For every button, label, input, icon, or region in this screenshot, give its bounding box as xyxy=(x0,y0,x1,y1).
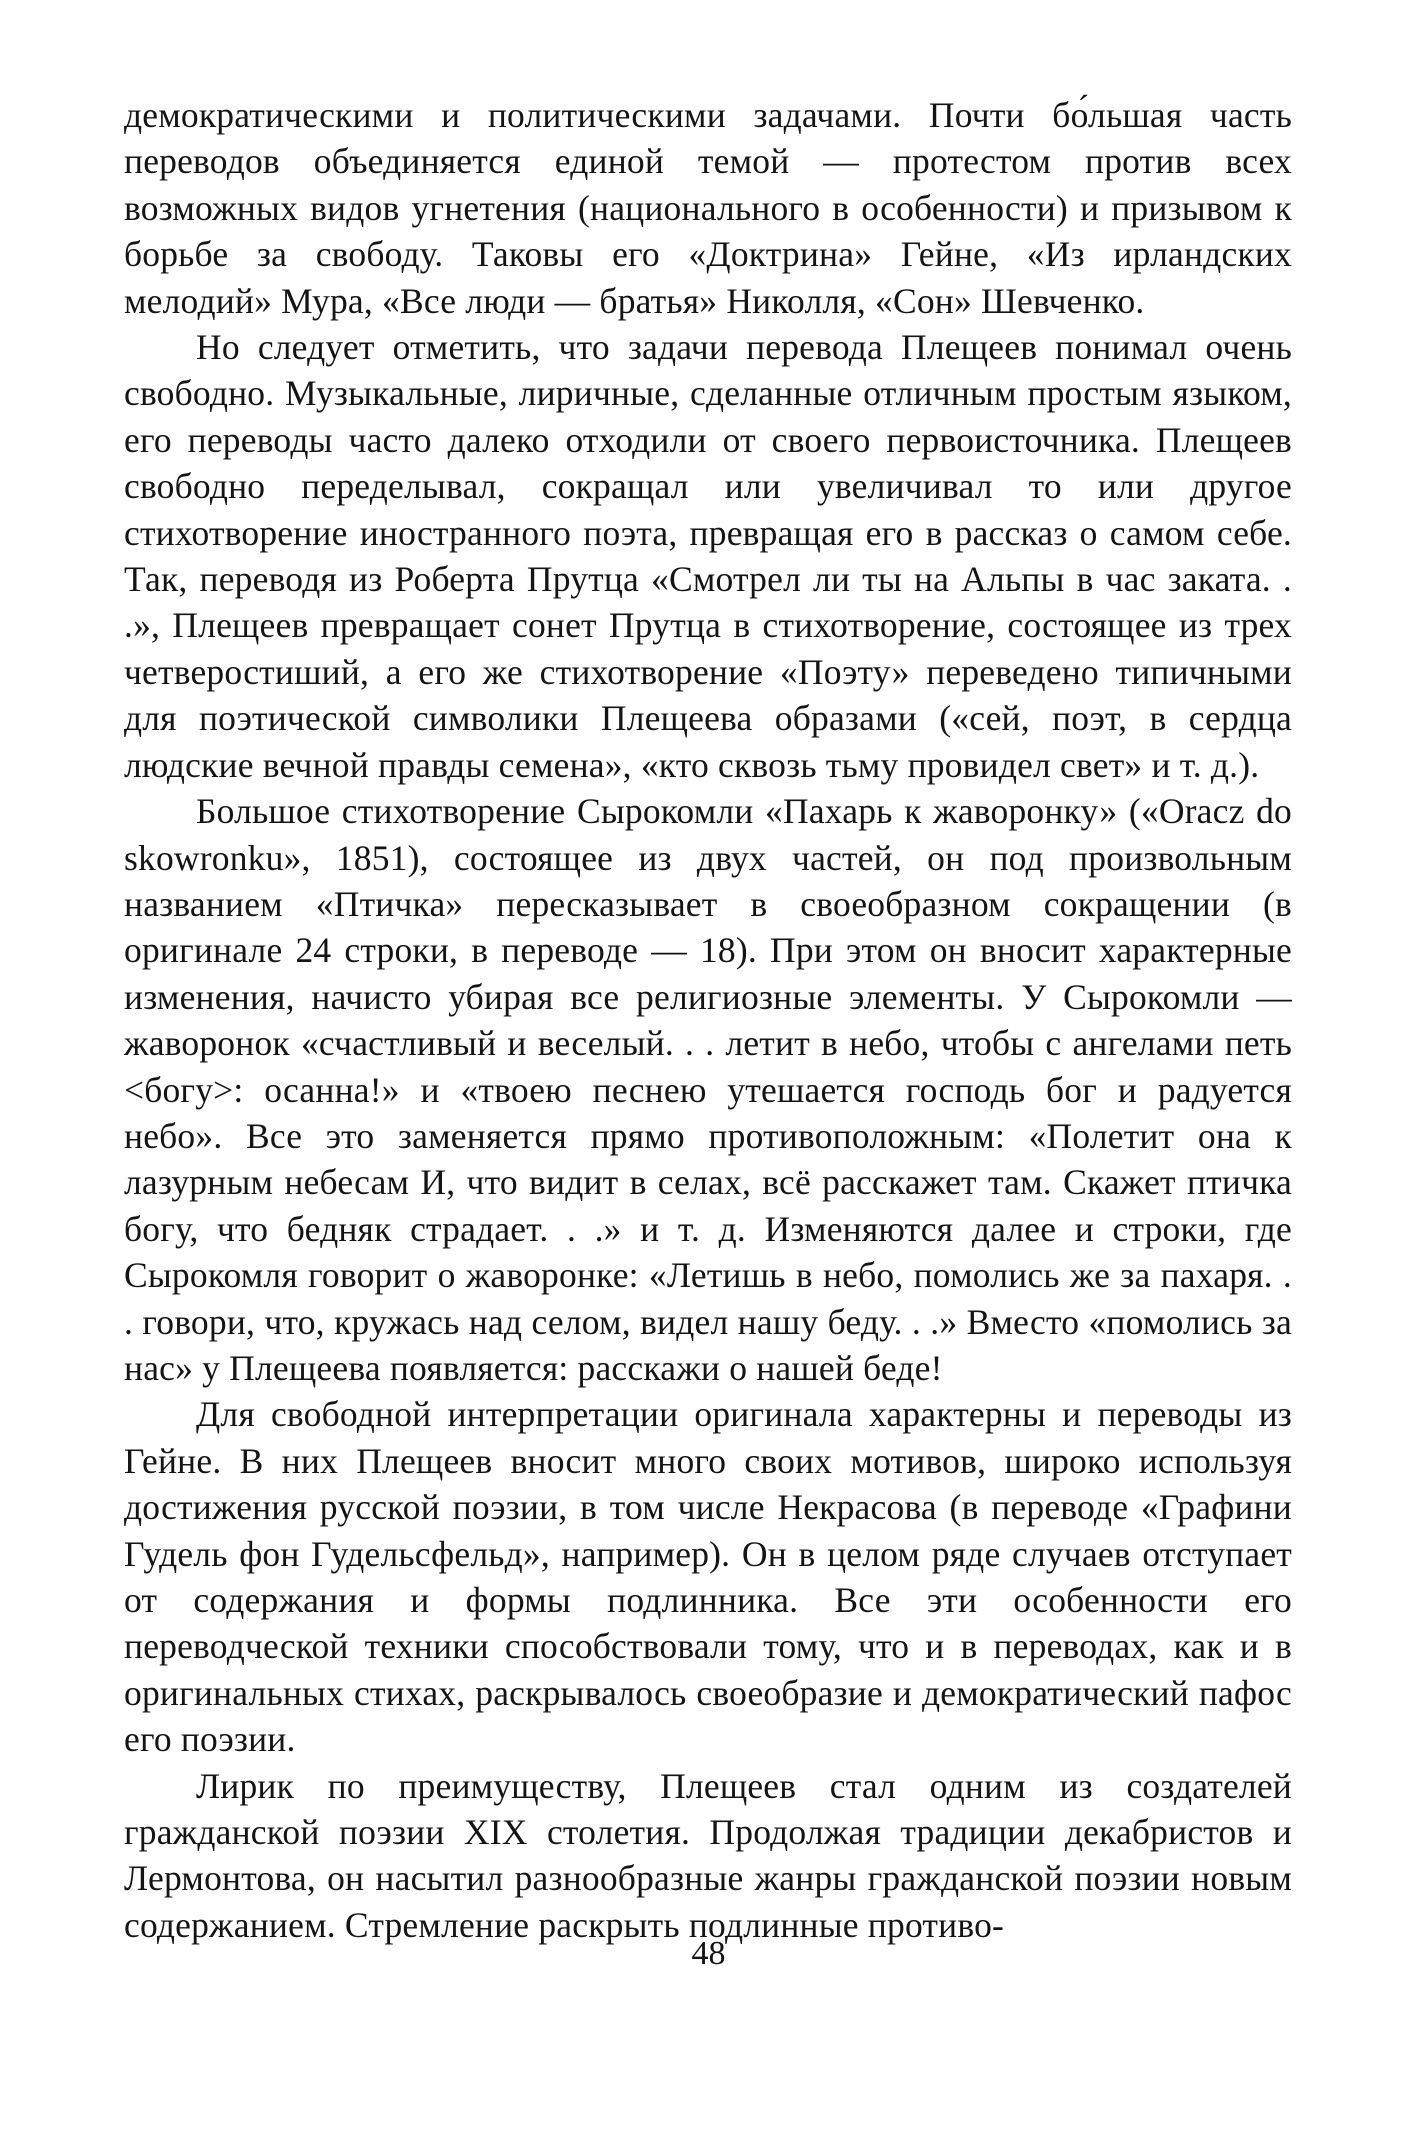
page-body xyxy=(124,92,1292,1948)
page-number: 48 xyxy=(691,1935,726,1972)
paragraph-1: демократическими и политическими задачами. Почти бо́льшая часть переводов объединяется единой темой — протестом против всех возможных видов угнетения (национального в особенности) и призывом к борьбе за свободу. Таковы его «Доктрина» Гейне, «Из ирландских мелодий» Мура, «Все люди — братья» Николля, «Сон» Шевченко. xyxy=(124,95,1292,321)
paragraph-3: Большое стихотворение Сырокомли «Пахарь к жаворонку» («Oracz do skowronku», 1851), состоящее из двух частей, он под произвольным названием «Птичка» пересказывает в своеобразном сокращении (в оригинале 24 строки, в переводе — 18). При этом он вносит характерные изменения, начисто убирая все религиозные элементы. У Сырокомли — жаворонок «счастливый и веселый. . . летит в небо, чтобы с ангелами петь <богу>: осанна!» и «твоею песнею утешается господь бог и радуется небо». Все это заменяется прямо противоположным: «Полетит она к лазурным небесам И, что видит в селах, всё расскажет там. Скажет птичка богу, что бедняк страдает. . .» и т. д. Изменяются далее и строки, где Сырокомля говорит о жаворонке: «Летишь в небо, помолись же за пахаря. . . говори, что, кружась над селом, видел нашу беду. . .» Вместо «помолись за нас» у Плещеева появляется: расскажи о нашей беде! xyxy=(124,791,1292,1388)
paragraph-2: Но следует отметить, что задачи перевода Плещеев понимал очень свободно. Музыкальные, лиричные, сделанные отличным простым языком, его переводы часто далеко отходили от своего первоисточника. Плещеев свободно переделывал, сокращал или увеличивал то или другое стихотворение иностранного поэта, превращая его в рассказ о самом себе. Так, переводя из Роберта Прутца «Смотрел ли ты на Альпы в час заката. . .», Плещеев превращает сонет Прутца в стихотворение, состоящее из трех четверостиший, а его же стихотворение «Поэту» переведено типичными для поэтической символики Плещеева образами («сей, поэт, в сердца людские вечной правды семена», «кто сквозь тьму провидел свет» и т. д.). xyxy=(124,327,1292,785)
paragraph-4: Для свободной интерпретации оригинала характерны и переводы из Гейне. В них Плещеев вносит много своих мотивов, широко используя достижения русской поэзии, в том числе Некрасова (в переводе «Графини Гудель фон Гудельсфельд», например). Он в целом ряде случаев отступает от содержания и формы подлинника. Все эти особенности его переводческой техники способствовали тому, что и в переводах, как и в оригинальных стихах, раскрывалось своеобразие и демократический пафос его поэзии. xyxy=(124,1394,1292,1760)
paragraph-5: Лирик по преимуществу, Плещеев стал одним из создателей гражданской поэзии XIX столетия. Продолжая традиции декабристов и Лермонтова, он насытил разнообразные жанры гражданской поэзии новым содержанием. Стремление раскрыть подлинные противо- xyxy=(124,1765,1292,1945)
